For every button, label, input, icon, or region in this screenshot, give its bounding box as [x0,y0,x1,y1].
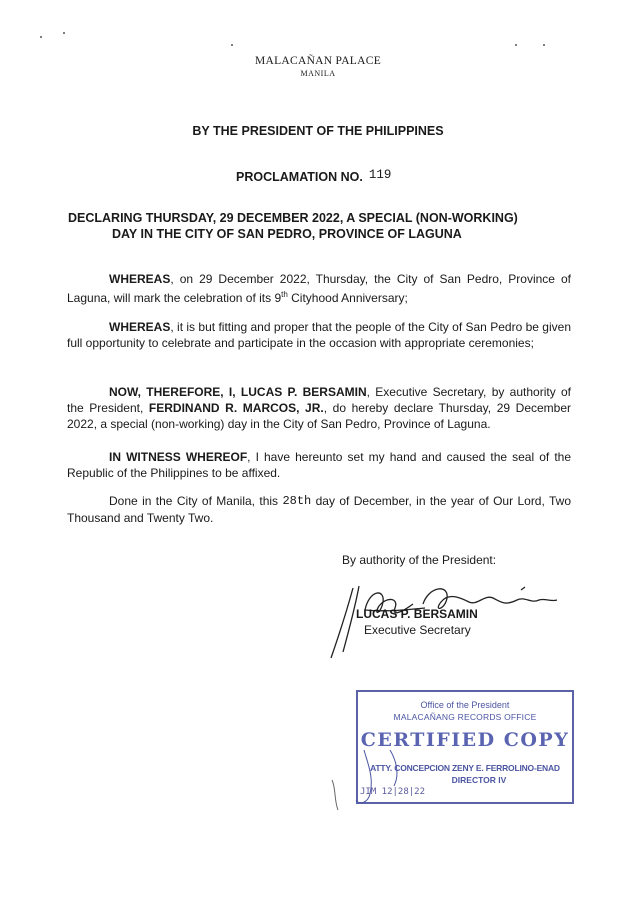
paragraph-text: , do hereby declare Thursday, 29 December 2022, a special (non-working) day in the City of San Pedro, Province of Laguna. [67,401,572,431]
now-therefore-paragraph [67,384,571,432]
whereas-lead: WHEREAS [109,272,171,286]
scan-speck [543,44,545,46]
whereas-paragraph-1 [67,271,571,306]
scan-speck [231,44,233,46]
scan-speck [40,36,42,38]
proclamation-label: PROCLAMATION NO. [236,170,363,184]
stamp-handwritten-mark [330,720,470,815]
president-name: FERDINAND R. MARCOS, JR. [148,401,324,415]
authority-line: By authority of the President: [342,553,497,567]
proclamation-number: 119 [368,168,392,182]
letterhead-palace: MALACAÑAN PALACE [254,55,382,67]
scan-speck [515,44,517,46]
paragraph-text: day of December, in the year of Our Lord, Two Thousand and Twenty Two. [67,494,571,525]
letterhead-city: MANILA [300,69,336,78]
day-value: 28th [282,494,312,508]
stamp-records-office: MALACAÑANG RECORDS OFFICE [393,712,537,722]
signatory-name: LUCAS P. BERSAMIN [356,607,478,621]
proclamation-heading [236,170,391,185]
witness-lead: IN WITNESS WHEREOF [109,450,248,464]
ordinal-suffix: th [281,290,288,299]
stamp-officer-title: DIRECTOR IV [451,775,507,785]
whereas-paragraph-2 [67,319,571,351]
issuer-heading: BY THE PRESIDENT OF THE PHILIPPINES [192,124,444,138]
paragraph-text: Done in the City of Manila, this [109,494,283,508]
witness-paragraph [67,449,571,481]
now-therefore-lead: NOW, THEREFORE, I, LUCAS P. BERSAMIN [109,385,367,399]
stamp-certified-copy: CERTIFIED COPY [360,729,570,751]
done-paragraph [67,493,571,526]
stamp-initials-date: JIM 12|28|22 [360,787,426,797]
paragraph-text: , it is but fitting and proper that the people of the City of San Pedro be given full opportunity to celebrate and participate in the occasion with appropriate ceremonies; [67,320,571,350]
paragraph-text: , I have hereunto set my hand and caused the seal of the Republic of the Philippines to be affixed. [67,450,572,480]
whereas-lead: WHEREAS [109,320,171,334]
stamp-officer-name: ATTY. CONCEPCION ZENY E. FERROLINO-ENAD [370,763,560,773]
proclamation-title-line-1: DECLARING THURSDAY, 29 DECEMBER 2022, A SPECIAL (NON-WORKING) [68,211,518,225]
paragraph-text: Cityhood Anniversary; [287,291,408,305]
stamp-office: Office of the President [420,700,510,710]
paragraph-text: , Executive Secretary, by authority of the President, [67,385,572,415]
paragraph-text: , on 29 December 2022, Thursday, the City of San Pedro, Province of Laguna, will mark the celebration of its 9 [67,272,571,305]
proclamation-title-line-2: DAY IN THE CITY OF SAN PEDRO, PROVINCE OF LAGUNA [112,227,462,241]
signatory-position: Executive Secretary [364,623,471,637]
scan-speck [63,32,65,34]
